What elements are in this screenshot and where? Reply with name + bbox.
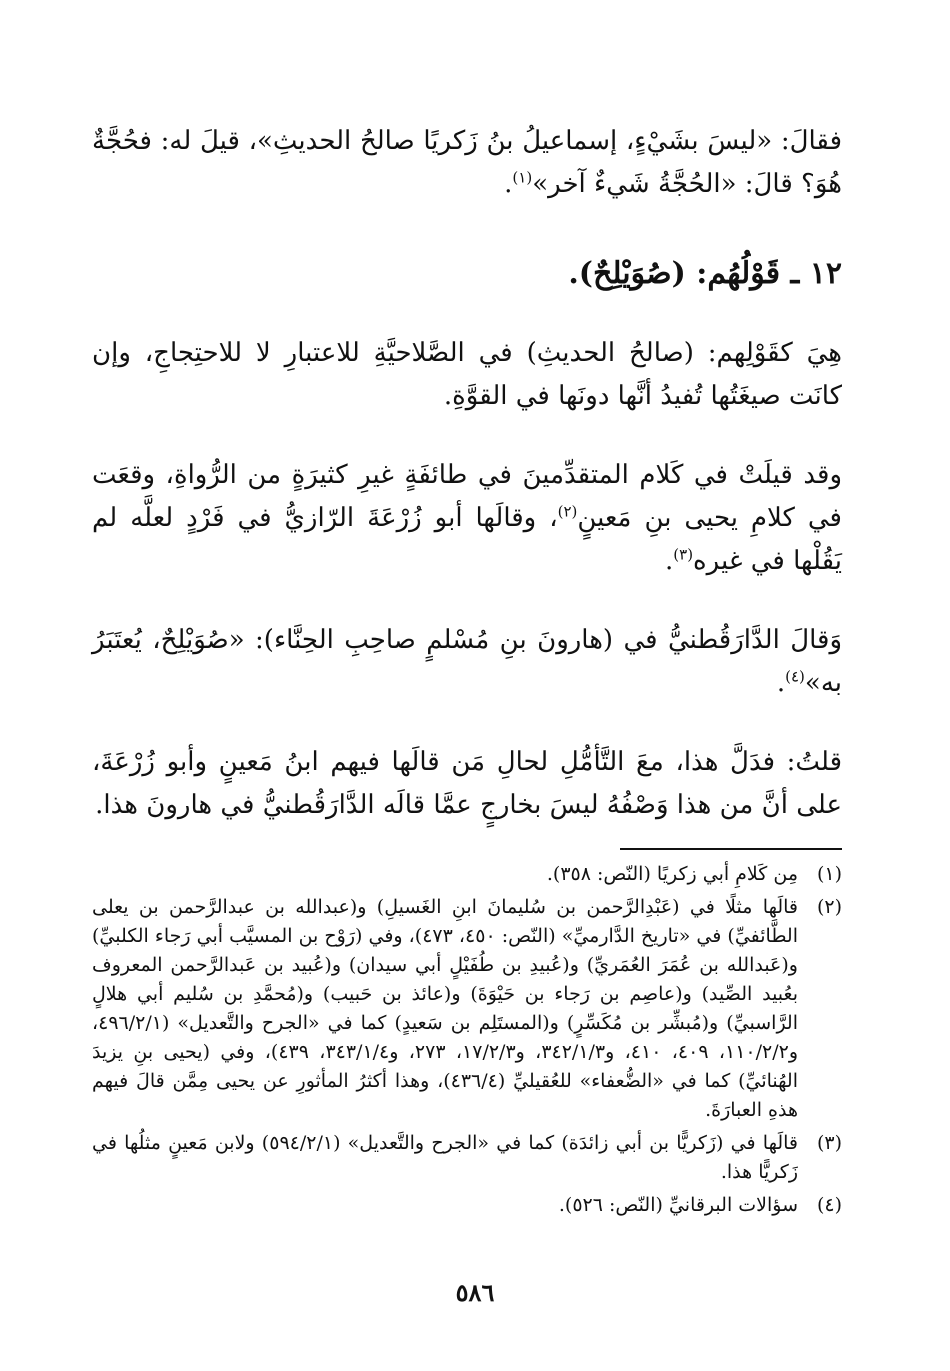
footnote-number: (٢) bbox=[816, 896, 842, 918]
footnote-ref-3[interactable]: (٣) bbox=[673, 545, 694, 564]
paragraph-2-end: . bbox=[665, 546, 674, 576]
footnotes bbox=[92, 860, 842, 1224]
footnote-item bbox=[92, 1191, 842, 1220]
section-heading: ١٢ ـ قَوْلُهُم: (صُوَيْلِحٌ). bbox=[568, 256, 842, 291]
footnote-number: (١) bbox=[816, 863, 842, 885]
footnote-text: مِن كَلامِ أبي زكريًا (النّص: ٣٥٨). bbox=[546, 863, 798, 885]
paragraph-1: هِيَ كقَوْلِهم: (صالحُ الحديثِ) في الصَّلاحيَّةِ للاعتبارِ لا للاحتِجاجِ، وإن كانَت صيغَتُها تُفيدُ أنَّها دونَها في القوَّةِ. bbox=[92, 338, 842, 411]
footnote-ref-2[interactable]: (٢) bbox=[557, 502, 578, 521]
paragraph-3 bbox=[92, 619, 842, 705]
opening-paragraph bbox=[92, 120, 842, 206]
footnote-text: قالَها في (زَكريًّا بن أبي زائدَة) كما في «الجرح والتَّعديل» (٥٩٤/٢/١) ولابن مَعينٍ مثلُها في زَكريًّا هذا. bbox=[92, 1132, 798, 1183]
footnote-text: قالَها مثلًا في (عَبْدِالرَّحمن بن سُليمانَ ابنِ الغَسيلِ) و(عبدالله بن عبدالرَّحمن بن يعلى الطَّائفيِّ) في «تاريخ الدَّارميِّ» (النّص: ٤٥٠، ٤٧٣)، وفي (رَوْح بن المسيَّب أبي رَجاء الكلبيِّ) و(عَبدالله بن عُمَرَ العُمَريِّ) و(عُبيدِ بن طُفَيْلٍ أبي سيدان) و(عُبيد بن عَبدالرَّحمن المعروف بعُبيد الصِّيد) و(عاصِم بن رَجاء بن حَيْوَةَ) و(عائذ بن حَبيب) و(مُحمَّدِ بن سُليم أبي هلالٍ الرَّاسبيِّ) و(مُبشِّر بن مُكَسِّرٍ) و(المستَلِم بن سَعيدٍ) كما في «الجرح والتَّعديل» (٤٩٦/٢/١، و١١٠/٢/٢، ٤٠٩، ٤١٠، و٣٤٢/١/٣، و١٧/٢/٣، ٢٧٣، و٣٤٣/١/٤، ٤٣٩)، وفي (يحيى بنِ يزيدَ الهُنائيِّ) كما في «الضُّعفاء» للعُقيليِّ (٤٣٦/٤)، وهذا أكثرُ المأثورِ عن يحيى مِمَّن قالَ فيهم هذهِ العبارَةَ. bbox=[92, 896, 799, 1121]
opening-end: . bbox=[504, 169, 513, 199]
footnote-separator bbox=[620, 848, 842, 850]
paragraph-2-part-a: وقد قيلَتْ في كَلام المتقدِّمينَ في طائفَةٍ غيرِ كثيرَةٍ من الرُّواةِ، وقعَت في كلامِ يحيى بنِ مَعينٍ bbox=[92, 460, 842, 533]
paragraph-4: قلتُ: فدَلَّ هذا، معَ التَّأمُّلِ لحالِ مَن قالَها فيهم ابنُ مَعينٍ وأبو زُرْعَةَ، على أنَّ من هذا وَصْفُهُ ليسَ بخارجٍ عمَّا قالَه الدَّارَقُطنيُّ في هارونَ هذا. bbox=[92, 747, 842, 820]
paragraph-3-text: وَقالَ الدَّارَقُطنيُّ في (هارونَ بنِ مُسْلمٍ صاحِبِ الحِنَّاء): «صُوَيْلِحٌ، يُعتَبَرُ به» bbox=[92, 625, 843, 698]
footnote-item bbox=[92, 893, 842, 1125]
opening-text: فقالَ: «ليسَ بشَيْءٍ، إسماعيلُ بنُ زَكريًا صالحُ الحديثِ»، قيلَ له: فحُجَّةٌ هُوَ؟ قالَ: «الحُجَّةُ شَيءٌ آخر» bbox=[92, 126, 842, 199]
main-text bbox=[92, 120, 842, 827]
footnote-item bbox=[92, 860, 842, 889]
paragraph-2 bbox=[92, 454, 842, 583]
footnote-number: (٣) bbox=[816, 1132, 842, 1154]
footnote-number: (٤) bbox=[816, 1194, 842, 1216]
paragraph-2-part-b: ، وقالَها أبو زُرْعَةَ الرّازيُّ في فَرْدٍ لعلَّه لم يَقُلْها في غيره bbox=[92, 503, 842, 576]
footnote-item bbox=[92, 1129, 842, 1187]
paragraph-3-end: . bbox=[776, 668, 786, 698]
footnote-ref-1[interactable]: (١) bbox=[512, 168, 533, 187]
footnote-text: سؤالات البرقانيِّ (النّص: ٥٢٦). bbox=[558, 1194, 798, 1216]
page-number: ٥٨٦ bbox=[455, 1278, 495, 1307]
footnote-ref-4[interactable]: (٤) bbox=[785, 667, 805, 686]
